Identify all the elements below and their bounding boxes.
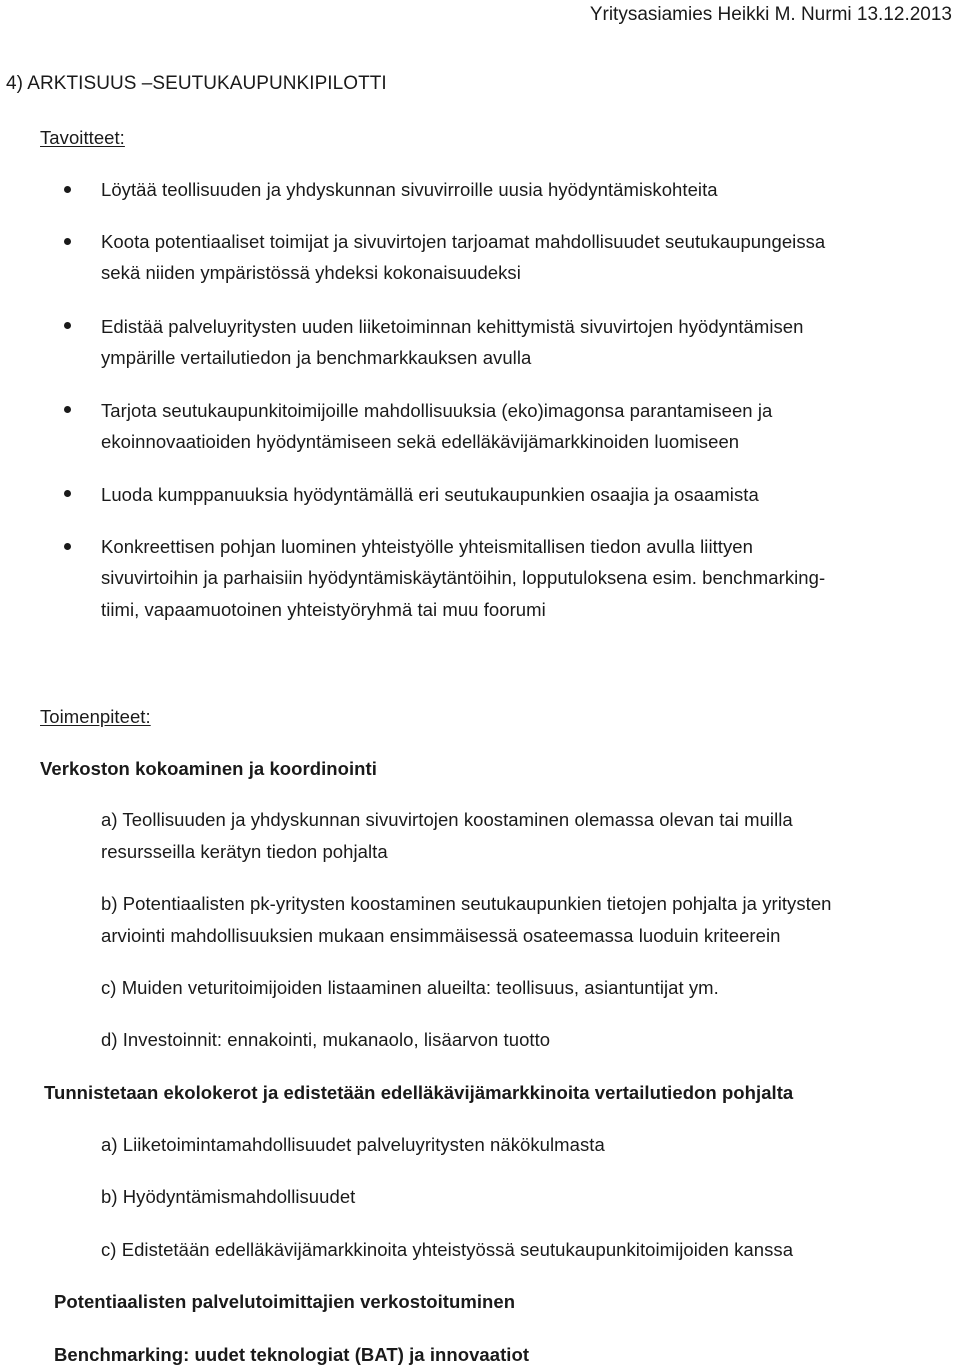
list-item-line: Luoda kumppanuuksia hyödyntämällä eri seutukaupunkien osaajia ja osaamista bbox=[101, 484, 759, 505]
list-item-line: c) Edistetään edelläkävijämarkkinoita yhteistyössä seutukaupunkitoimijoiden kanssa bbox=[101, 1239, 794, 1260]
list-item-line: sivuvirtoihin ja parhaisiin hyödyntämiskäytäntöihin, lopputuloksena esim. benchmarking- bbox=[101, 567, 826, 588]
section-title: 4) ARKTISUUS –SEUTUKAUPUNKIPILOTTI bbox=[6, 73, 387, 94]
page-header: Yritysasiamies Heikki M. Nurmi 13.12.2013 bbox=[589, 4, 952, 25]
network-heading: Verkoston kokoaminen ja koordinointi bbox=[40, 758, 377, 779]
list-item-line: Edistää palveluyritysten uuden liiketoiminnan kehittymistä sivuvirtojen hyödyntämisen bbox=[101, 316, 804, 337]
list-item-line: ekoinnovaatioiden hyödyntämiseen sekä edelläkävijämarkkinoiden luomiseen bbox=[101, 431, 740, 452]
list-item-line: a) Liiketoimintamahdollisuudet palveluyritysten näkökulmasta bbox=[101, 1134, 605, 1155]
list-item-line: Konkreettisen pohjan luominen yhteistyölle yhteismitallisen tiedon avulla liittyen bbox=[101, 536, 753, 557]
goals-heading: Tavoitteet: bbox=[40, 127, 125, 148]
bullet-icon bbox=[64, 490, 71, 497]
bullet-icon bbox=[64, 322, 71, 329]
list-item-line: b) Potentiaalisten pk-yritysten koostaminen seutukaupunkien tietojen pohjalta ja yritysten bbox=[101, 893, 832, 914]
list-item-line: a) Teollisuuden ja yhdyskunnan sivuvirtojen koostaminen olemassa olevan tai muilla bbox=[101, 809, 793, 830]
list-item-line: Tarjota seutukaupunkitoimijoille mahdollisuuksia (eko)imagonsa parantamiseen ja bbox=[101, 400, 773, 421]
actions-heading: Toimenpiteet: bbox=[40, 706, 151, 727]
list-item-line: arviointi mahdollisuuksien mukaan ensimmäisessä osateemassa luoduin kriteerein bbox=[101, 925, 781, 946]
list-item-line: d) Investoinnit: ennakointi, mukanaolo, lisäarvon tuotto bbox=[101, 1029, 551, 1050]
bullet-icon bbox=[64, 543, 71, 550]
providers-heading: Potentiaalisten palvelutoimittajien verkostoituminen bbox=[54, 1291, 516, 1312]
list-item-line: resursseilla kerätyn tiedon pohjalta bbox=[101, 841, 388, 862]
bullet-icon bbox=[64, 238, 71, 245]
niches-heading: Tunnistetaan ekolokerot ja edistetään edelläkävijämarkkinoita vertailutiedon pohjalta bbox=[44, 1082, 794, 1103]
bullet-icon bbox=[64, 186, 71, 193]
list-item-line: Löytää teollisuuden ja yhdyskunnan sivuvirroille uusia hyödyntämiskohteita bbox=[101, 179, 718, 200]
list-item-line: c) Muiden veturitoimijoiden listaaminen alueilta: teollisuus, asiantuntijat ym. bbox=[101, 977, 719, 998]
list-item-line: tiimi, vapaamuotoinen yhteistyöryhmä tai muu foorumi bbox=[101, 599, 546, 620]
list-item-line: sekä niiden ympäristössä yhdeksi kokonaisuudeksi bbox=[101, 262, 521, 283]
benchmarking-heading: Benchmarking: uudet teknologiat (BAT) ja innovaatiot bbox=[54, 1344, 530, 1365]
bullet-icon bbox=[64, 406, 71, 413]
list-item-line: Koota potentiaaliset toimijat ja sivuvirtojen tarjoamat mahdollisuudet seutukaupungeissa bbox=[101, 231, 826, 252]
list-item-line: ympärille vertailutiedon ja benchmarkkauksen avulla bbox=[101, 347, 532, 368]
list-item-line: b) Hyödyntämismahdollisuudet bbox=[101, 1186, 356, 1207]
